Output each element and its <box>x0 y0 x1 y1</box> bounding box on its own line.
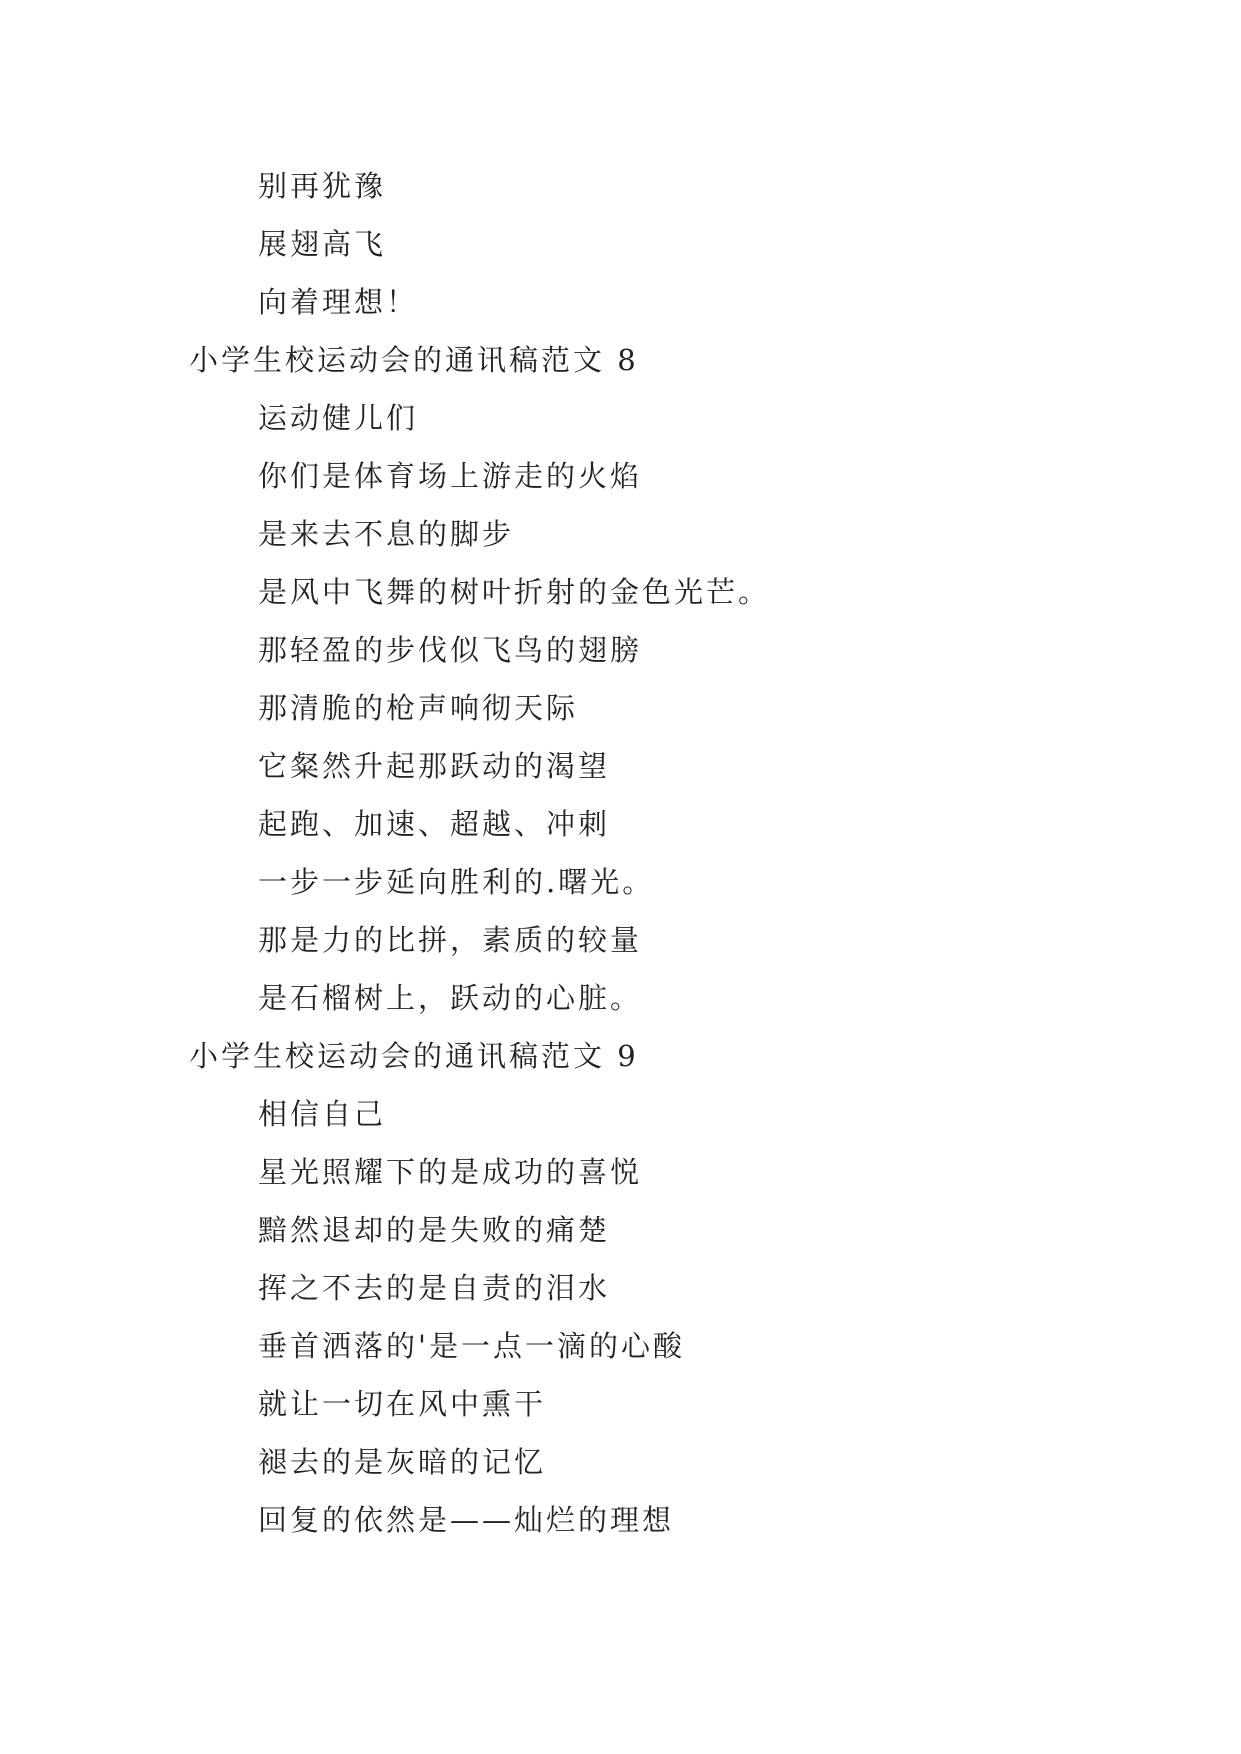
poem-line: 褪去的是灰暗的记忆 <box>258 1445 547 1479</box>
poem-line: 垂首洒落的'是一点一滴的心酸 <box>258 1329 685 1363</box>
poem-line: 那是力的比拼，素质的较量 <box>258 923 643 957</box>
poem-line: 黯然退却的是失败的痛楚 <box>258 1213 611 1247</box>
poem-line: 相信自己 <box>258 1097 387 1131</box>
poem-line: 起跑、加速、超越、冲刺 <box>258 807 611 841</box>
poem-line: 就让一切在风中熏干 <box>258 1387 547 1421</box>
poem-line: 它粲然升起那跃动的渴望 <box>258 749 611 783</box>
poem-line: 是石榴树上，跃动的心脏。 <box>258 981 643 1015</box>
poem-line: 向着理想！ <box>258 285 419 319</box>
poem-line: 展翅高飞 <box>258 227 387 261</box>
poem-line: 别再犹豫 <box>258 169 387 203</box>
poem-line: 回复的依然是——灿烂的理想 <box>258 1503 675 1537</box>
section-heading: 小学生校运动会的通讯稿范文 9 <box>189 1039 639 1073</box>
poem-line: 那清脆的枪声响彻天际 <box>258 691 579 725</box>
poem-line: 是来去不息的脚步 <box>258 517 515 551</box>
poem-line: 是风中飞舞的树叶折射的金色光芒。 <box>258 575 771 609</box>
poem-line: 一步一步延向胜利的.曙光。 <box>258 865 655 899</box>
section-heading: 小学生校运动会的通讯稿范文 8 <box>189 343 639 377</box>
poem-line: 运动健儿们 <box>258 401 419 435</box>
poem-line: 挥之不去的是自责的泪水 <box>258 1271 611 1305</box>
poem-line: 星光照耀下的是成功的喜悦 <box>258 1155 643 1189</box>
poem-line: 那轻盈的步伐似飞鸟的翅膀 <box>258 633 643 667</box>
poem-line: 你们是体育场上游走的火焰 <box>258 459 643 493</box>
